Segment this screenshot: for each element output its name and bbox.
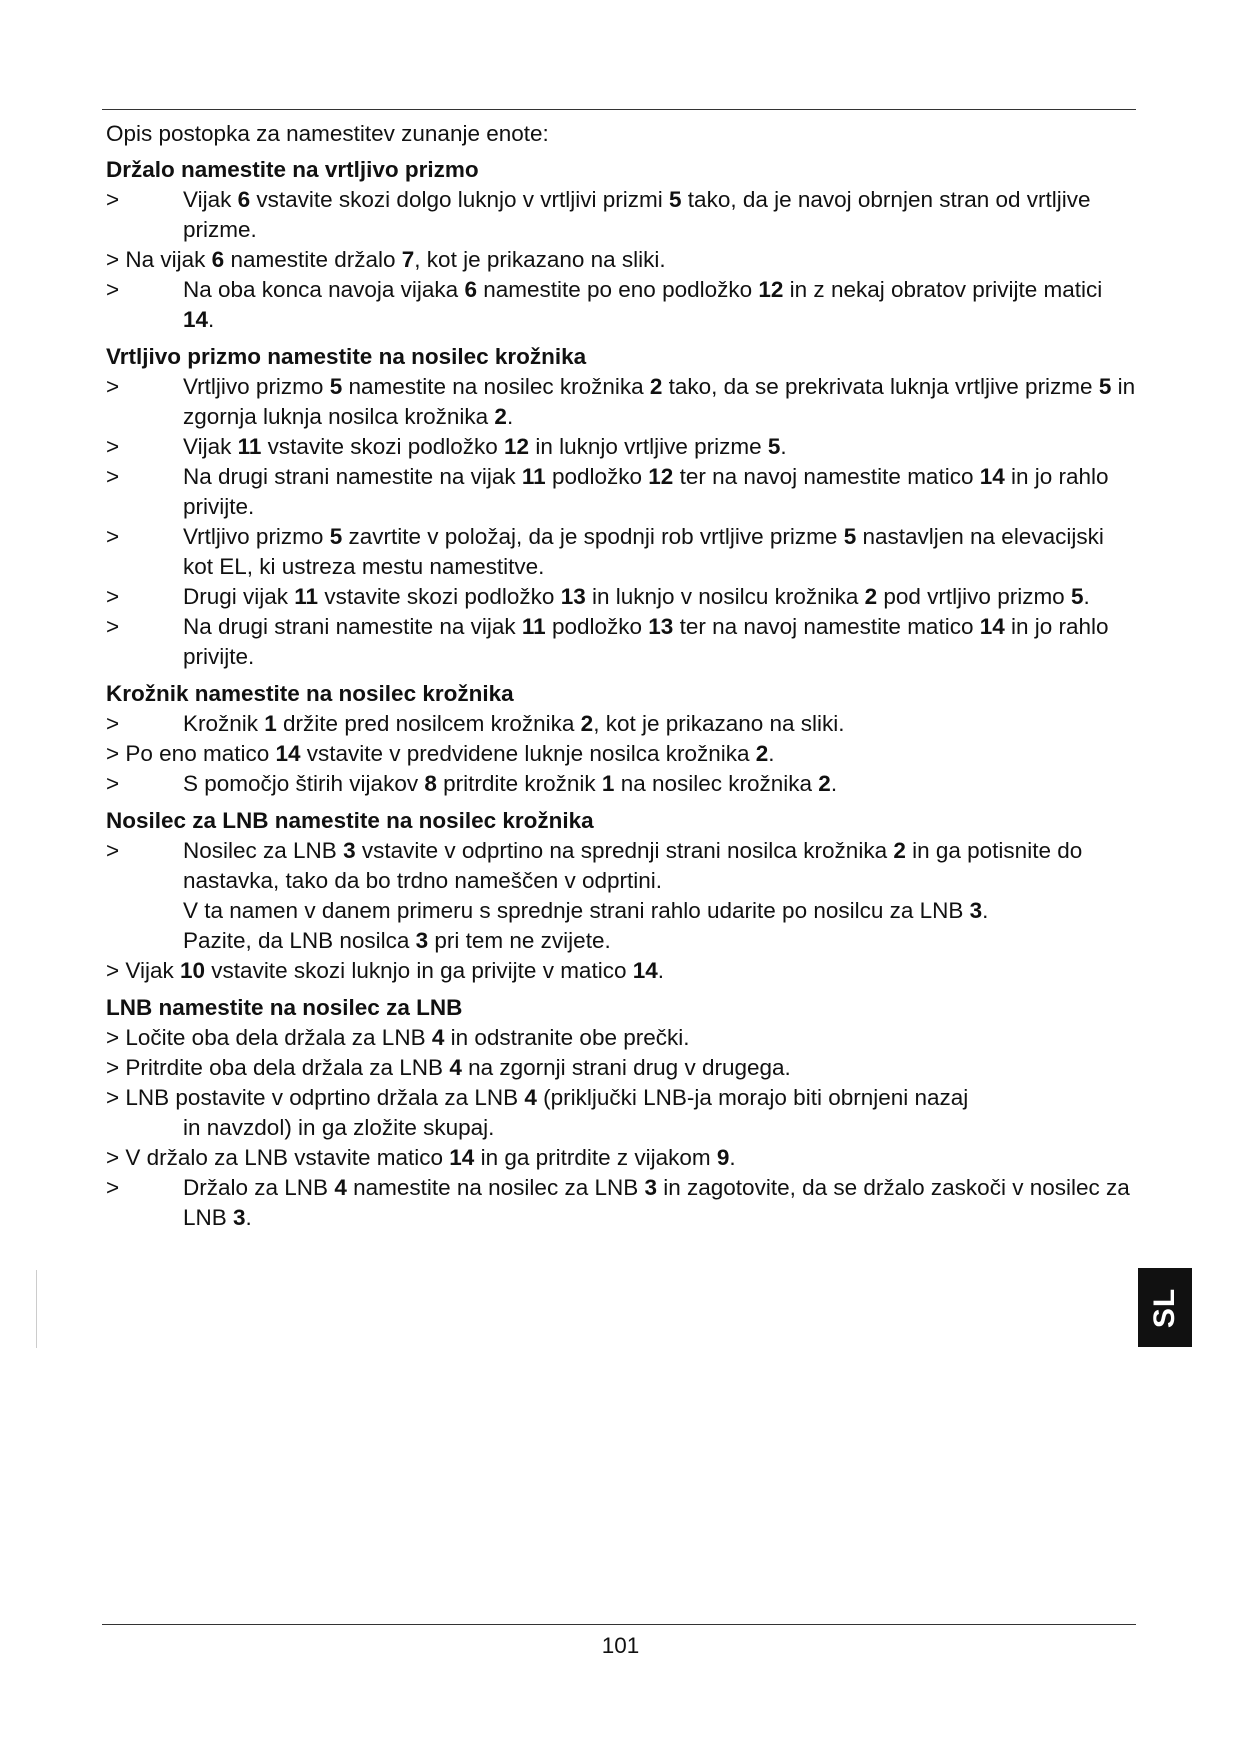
instruction-step [106,522,1136,582]
instruction-step [106,372,1136,432]
text-run: > [106,524,120,549]
text-run: > Vijak [106,958,181,983]
step-text [183,462,1136,522]
part-number: 3 [415,928,429,953]
step-marker [106,836,119,866]
text-run: > [106,464,120,489]
part-number: 8 [424,771,437,796]
text-run: tako, da je navoj obrnjen stran od vrtljive prizme. [183,187,1091,242]
section-heading: LNB namestite na nosilec za LNB [106,995,463,1020]
text-run: > [106,614,120,639]
step-marker [106,612,119,642]
text-run: in luknjo v nosilcu krožnika [585,584,865,609]
text-run: Na oba konca navoja vijaka [183,277,465,302]
section-heading: Krožnik namestite na nosilec krožnika [106,681,514,706]
text-run: Pazite, da LNB nosilca [183,928,416,953]
text-run: pod vrtljivo prizmo [877,584,1071,609]
part-number: 2 [864,584,878,609]
part-number: 13 [560,584,586,609]
text-run: namestite držalo [224,247,402,272]
text-run: na zgornji strani drug v drugega. [461,1055,791,1080]
text-run: . [982,898,989,923]
text-run: držite pred nosilcem krožnika [276,711,581,736]
step-text [106,245,1136,275]
part-number: 10 [180,958,206,983]
text-run: in luknjo vrtljive prizme [529,434,768,459]
step-marker [106,185,119,215]
text-run: Na drugi strani namestite na vijak [183,464,522,489]
instruction-step [106,1143,1136,1173]
part-number: 14 [979,614,1005,639]
part-number: 3 [644,1175,657,1200]
instruction-section [106,342,1136,672]
intro-text: Opis postopka za namestitev zunanje enote: [106,121,549,146]
step-text [106,1023,1136,1053]
part-number: 11 [521,464,546,489]
text-run: . [657,958,665,983]
text-run: . [506,404,514,429]
step-marker [106,522,119,552]
text-run: , kot je prikazano na sliki. [593,711,845,736]
instruction-step [106,1023,1136,1053]
instruction-step [106,769,1136,799]
instruction-step [106,739,1136,769]
part-number: 2 [755,741,769,766]
part-number: 14 [632,958,658,983]
text-run: S pomočjo štirih vijakov [183,771,425,796]
text-run: . [208,307,215,332]
step-marker [106,769,119,799]
text-run: vstavite skozi luknjo in ga privijte v matico [205,958,633,983]
step-marker [106,462,119,492]
part-number: 4 [449,1055,462,1080]
part-number: 6 [237,187,251,212]
part-number: 5 [329,524,343,549]
part-number: 11 [237,434,262,459]
text-run: > Pritrdite oba dela držala za LNB [106,1055,450,1080]
step-text [183,709,1136,739]
text-run: in ga potisnite do nastavka, tako da bo trdno nameščen v odprtini. [183,838,1083,893]
part-number: 6 [464,277,477,302]
text-run: > LNB postavite v odprtino držala za LNB [106,1085,525,1110]
text-run: > [106,277,120,302]
step-text [106,1083,1136,1113]
section-heading: Vrtljivo prizmo namestite na nosilec krožnika [106,344,587,369]
part-number: 12 [504,434,530,459]
step-marker [106,709,119,739]
step-marker [106,275,119,305]
part-number: 11 [294,584,319,609]
step-text [183,275,1136,335]
text-run: > [106,771,120,796]
text-run: > [106,711,120,736]
instruction-section [106,993,1136,1233]
text-run: namestite na nosilec za LNB [346,1175,645,1200]
instruction-step [106,956,1136,986]
text-run: . [729,1145,736,1170]
text-run: > [106,434,120,459]
step-text [183,582,1136,612]
bottom-rule [102,1624,1136,1625]
step-text [106,1113,1136,1143]
part-number: 14 [275,741,301,766]
text-run: , kot je prikazano na sliki. [414,247,666,272]
part-number: 14 [449,1145,475,1170]
page-number: 101 [601,1633,640,1658]
step-text [183,372,1136,432]
text-run: > Na vijak [106,247,212,272]
text-run: > [106,374,120,399]
text-run: ter na navoj namestite matico [673,614,980,639]
text-run: . [780,434,787,459]
text-run: > [106,838,120,863]
part-number: 2 [494,404,507,429]
step-text [183,185,1136,245]
part-number: 1 [264,711,277,736]
text-run: ter na navoj namestite matico [673,464,980,489]
part-number: 5 [329,374,343,399]
text-run: podložko [545,464,649,489]
text-run: vstavite v predvidene luknje nosilca krožnika [300,741,756,766]
part-number: 4 [334,1175,347,1200]
text-run: Vrtljivo prizmo [183,524,330,549]
text-run: Vijak [183,187,238,212]
section-heading: Nosilec za LNB namestite na nosilec krožnika [106,808,594,833]
language-tab-label: SL [1148,1287,1181,1328]
part-number: 4 [431,1025,445,1050]
text-run: Vrtljivo prizmo [183,374,330,399]
instruction-step [106,185,1136,245]
instruction-step [106,275,1136,335]
text-run: in odstranite obe prečki. [444,1025,690,1050]
text-run: . [768,741,775,766]
part-number: 14 [979,464,1005,489]
step-text [183,926,1136,956]
instruction-step [106,612,1136,672]
sections [106,155,1136,1233]
instruction-section [106,679,1136,799]
part-number: 5 [843,524,857,549]
step-marker [106,432,119,462]
text-run: namestite na nosilec krožnika [342,374,650,399]
part-number: 1 [601,771,615,796]
text-run: (priključki LNB-ja morajo biti obrnjeni nazaj [536,1085,969,1110]
step-text [183,896,1136,926]
part-number: 2 [818,771,831,796]
step-text [183,612,1136,672]
text-run: in zagotovite, da se držalo zaskoči v nosilec za LNB [183,1175,1130,1230]
text-run: > Ločite oba dela držala za LNB [106,1025,432,1050]
text-run: . [1083,584,1090,609]
part-number: 3 [343,838,356,863]
text-run: > [106,584,120,609]
part-number: 7 [401,247,415,272]
text-run: Vijak [183,434,238,459]
text-run: vstavite skozi podložko [261,434,505,459]
part-number: 11 [521,614,546,639]
text-run: na nosilec krožnika [614,771,819,796]
text-run: in jo rahlo privijte. [183,614,1109,669]
step-text [183,1173,1136,1233]
top-rule [102,109,1136,110]
step-text [106,956,1136,986]
text-run: in zgornja luknja nosilca krožnika [183,374,1136,429]
part-number: 12 [648,464,674,489]
step-text [183,432,1136,462]
text-run: zavrtite v položaj, da je spodnji rob vrtljive prizme [342,524,844,549]
step-text [106,739,1136,769]
text-run: V ta namen v danem primeru s sprednje strani rahlo udarite po nosilcu za LNB [183,898,970,923]
part-number: 4 [524,1085,537,1110]
text-run: in ga pritrdite z vijakom [474,1145,717,1170]
part-number: 13 [648,614,674,639]
text-run: nastavljen na elevacijski kot EL, ki ustreza mestu namestitve. [183,524,1104,579]
part-number: 5 [767,434,781,459]
part-number: 12 [758,277,784,302]
step-text [183,769,1136,799]
text-run: pri tem ne zvijete. [428,928,611,953]
part-number: 3 [233,1205,246,1230]
text-run: > Po eno matico [106,741,276,766]
text-run: in navzdol) in ga zložite skupaj. [183,1115,495,1140]
text-run: > [106,187,120,212]
step-text [106,1143,1136,1173]
text-run: Drugi vijak [183,584,295,609]
instruction-step [106,836,1136,956]
section-heading: Držalo namestite na vrtljivo prizmo [106,157,479,182]
text-run: . [245,1205,252,1230]
text-run: namestite po eno podložko [476,277,759,302]
text-run: tako, da se prekrivata luknja vrtljive prizme [662,374,1099,399]
text-run: vstavite skozi dolgo luknjo v vrtljivi prizmi [250,187,670,212]
part-number: 5 [669,187,682,212]
step-text [106,1053,1136,1083]
text-run: Nosilec za LNB [183,838,344,863]
text-run: > [106,1175,120,1200]
step-marker [106,1173,119,1203]
part-number: 5 [1070,584,1084,609]
step-marker [106,582,119,612]
instruction-step [106,1173,1136,1233]
part-number: 9 [716,1145,730,1170]
text-run: in z nekaj obratov privijte matici [783,277,1103,302]
step-text [183,836,1136,896]
step-marker [106,372,119,402]
part-number: 2 [580,711,594,736]
text-run: Na drugi strani namestite na vijak [183,614,522,639]
part-number: 3 [969,898,983,923]
instruction-step [106,432,1136,462]
part-number: 6 [211,247,225,272]
text-run: vstavite v odprtino na sprednji strani nosilca krožnika [355,838,894,863]
instruction-section [106,155,1136,335]
part-number: 14 [183,307,209,332]
instruction-step [106,709,1136,739]
text-run: podložko [545,614,649,639]
text-run: . [830,771,838,796]
text-run: > V držalo za LNB vstavite matico [106,1145,450,1170]
text-run: vstavite skozi podložko [318,584,561,609]
instruction-step [106,582,1136,612]
part-number: 5 [1098,374,1112,399]
language-tab [1138,1268,1192,1347]
text-run: pritrdite krožnik [436,771,602,796]
text-run: in jo rahlo privijte. [183,464,1109,519]
instruction-step [106,462,1136,522]
instruction-step [106,245,1136,275]
text-run: Držalo za LNB [183,1175,335,1200]
scan-edge-mark [36,1270,37,1348]
part-number: 2 [649,374,663,399]
text-run: Krožnik [183,711,265,736]
instruction-step [106,1083,1136,1143]
instruction-step [106,1053,1136,1083]
instruction-section [106,806,1136,986]
document-body [106,117,1136,1240]
part-number: 2 [893,838,906,863]
step-text [183,522,1136,582]
